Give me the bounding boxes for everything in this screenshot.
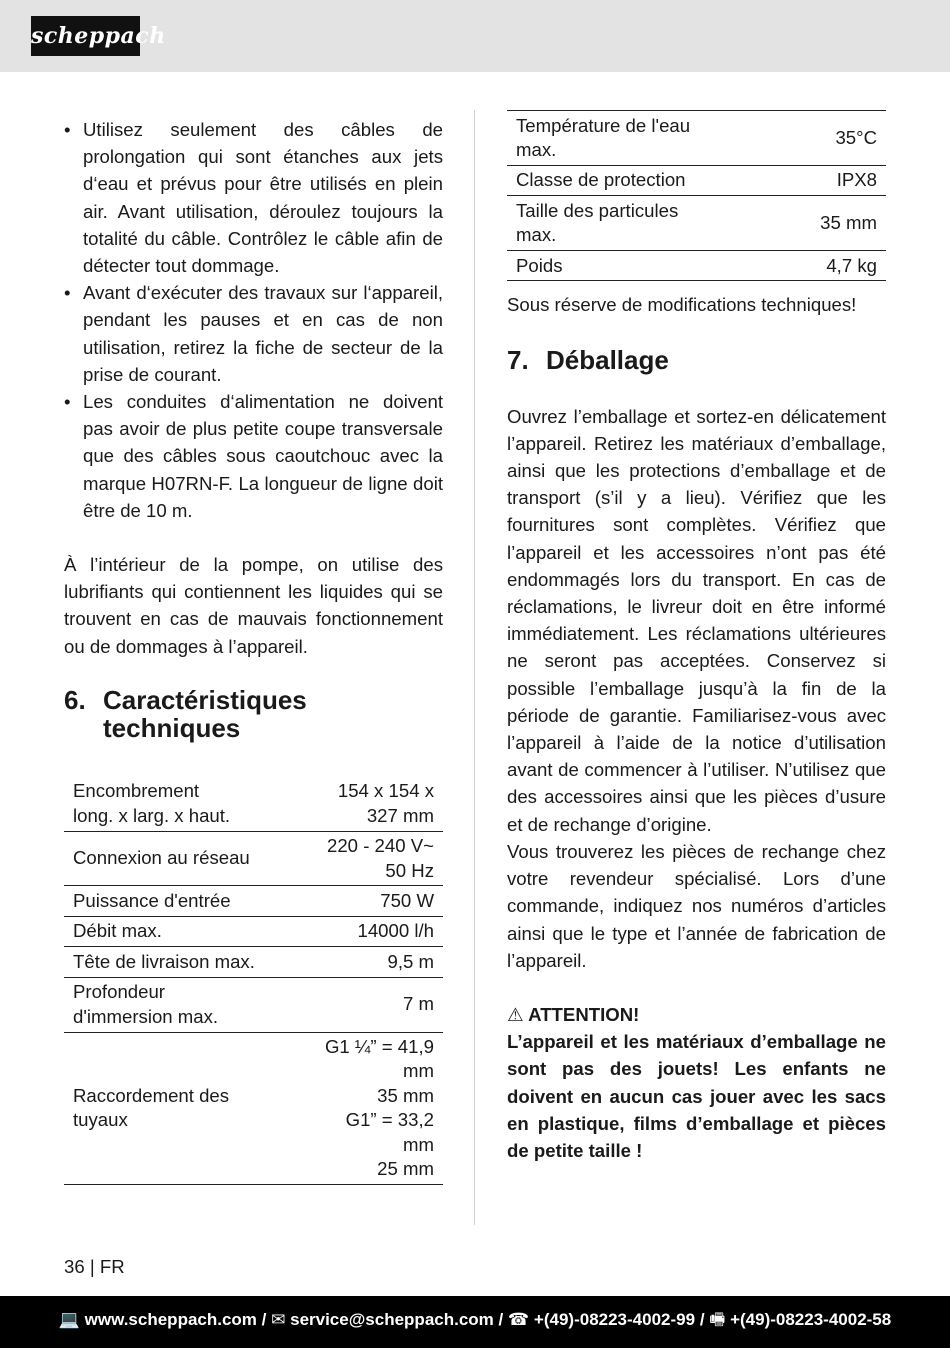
spec-value: 220 - 240 V~ 50 Hz xyxy=(296,831,443,886)
spec-label: Classe de protection xyxy=(507,165,780,195)
reserve-notice: Sous réserve de modifications techniques! xyxy=(507,294,857,316)
column-divider xyxy=(474,110,475,1225)
email-link[interactable]: service@scheppach.com xyxy=(290,1310,494,1329)
section-7-number: 7. xyxy=(507,344,529,375)
fax-icon: 🖷 xyxy=(709,1310,726,1329)
scheppach-logo: scheppach xyxy=(31,16,140,56)
website-link[interactable]: www.scheppach.com xyxy=(84,1310,257,1329)
phone-number: +(49)-08223-4002-99 xyxy=(533,1310,696,1329)
section-6-title-line1: Caractéristiques xyxy=(103,684,307,715)
warning-triangle-icon: ⚠ xyxy=(507,1003,524,1025)
section-6-heading xyxy=(64,686,443,742)
spec-label: Poids xyxy=(507,251,780,281)
section-6-number: 6. xyxy=(64,684,86,715)
spec-value: 154 x 154 x 327 mm xyxy=(296,777,443,831)
spec-value: 4,7 kg xyxy=(780,251,886,281)
spec-value: 14000 l/h xyxy=(296,916,443,946)
spec-value: 750 W xyxy=(296,886,443,916)
attention-box xyxy=(507,1001,886,1164)
table-row xyxy=(507,111,886,166)
right-column xyxy=(507,108,886,1164)
table-row xyxy=(507,165,886,195)
section-6-title-line2: techniques xyxy=(103,712,241,743)
table-row xyxy=(64,916,443,946)
table-row xyxy=(507,196,886,251)
spec-label: Taille des particules max. xyxy=(507,196,780,251)
spec-value: 7 m xyxy=(296,977,443,1032)
page-number: 36 | FR xyxy=(64,1256,125,1277)
page-header xyxy=(0,0,950,72)
table-row xyxy=(64,1032,443,1184)
spec-value: IPX8 xyxy=(780,165,886,195)
attention-title: ⚠ ATTENTION! xyxy=(507,1003,640,1025)
table-row xyxy=(64,977,443,1032)
spec-value: 35 mm xyxy=(780,196,886,251)
lubricant-paragraph: À l’intérieur de la pompe, on utilise des lubrifiants qui contiennent les liquides qui se trouvent en cas de mauvais fonctionnement ou de dommages à l’appareil. xyxy=(64,554,443,657)
fax-number: +(49)-08223-4002-58 xyxy=(730,1310,892,1329)
section-7-heading xyxy=(507,346,886,374)
bullet-supply-lines: • Les conduites d‘alimentation ne doivent pas avoir de plus petite coupe transversale que des câbles sous caoutchouc avec la marque H07RN-F. La longueur de ligne doit être de 10 m. xyxy=(64,388,443,524)
spec-label: Profondeur d'immersion max. xyxy=(64,977,296,1032)
spec-label: Raccordement des tuyaux xyxy=(64,1032,296,1184)
spec-table-right xyxy=(507,110,886,281)
spare-parts-paragraph: Vous trouverez les pièces de rechange chez votre revendeur spécialisé. Lors d’une commande, indiquez nos numéros d’articles ainsi que le type et l’année de fabrication de l’appareil. xyxy=(507,840,886,971)
phone-icon: ☎ xyxy=(508,1310,530,1329)
envelope-icon: ✉ xyxy=(271,1310,286,1329)
spec-value: G1 ¼” = 41,9 mm 35 mm G1” = 33,2 mm 25 mm xyxy=(296,1032,443,1184)
table-row xyxy=(64,831,443,886)
safety-bullet-list xyxy=(64,116,443,524)
spec-label: Débit max. xyxy=(64,916,296,946)
computer-icon: 💻 xyxy=(58,1310,80,1329)
spec-label: Température de l'eau max. xyxy=(507,111,780,166)
bullet-extension-cables: • Utilisez seulement des câbles de prolongation qui sont étanches aux jets d‘eau et prévus pour être utilisés en plein air. Avant utilisation, déroulez toujours la totalité du câble. Contrôlez le câble afin de détecter tout dommage. xyxy=(64,116,443,279)
spec-value: 9,5 m xyxy=(296,947,443,977)
bullet-unplug: • Avant d‘exécuter des travaux sur l‘appareil, pendant les pauses et en cas de non utilisation, retirez la fiche de secteur de la prise de courant. xyxy=(64,279,443,388)
table-row xyxy=(64,777,443,831)
unpacking-paragraph: Ouvrez l’emballage et sortez-en délicatement l’appareil. Retirez les matériaux d’emballage, ainsi que les protections d’emballage et de transport (s’il y a lieu). Vérifiez que les fournitures sont complètes. Vérifiez que l’appareil et les accessoires n’ont pas été endommagés lors du transport. En cas de réclamations, le livreur doit en être informé immédiatement. Les réclamations ultérieures ne seront pas acceptées. Conservez si possible l’emballage jusqu’à la fin de la période de garantie. Familiarisez-vous avec l’appareil à l’aide de la notice d’utilisation avant de commencer à l’utiliser. N’utilisez que des accessoires ainsi que les pièces d’usure et de rechange d’origine. xyxy=(507,405,886,835)
section-7-title: Déballage xyxy=(546,344,669,375)
spec-label: Connexion au réseau xyxy=(64,831,296,886)
table-row xyxy=(507,251,886,281)
attention-text: L’appareil et les matériaux d’emballage ne sont pas des jouets! Les enfants ne doivent en aucun cas jouer avec les sacs en plastique, films d’emballage et pièces de petite taille ! xyxy=(507,1031,886,1161)
spec-value: 35°C xyxy=(780,111,886,166)
spec-table-left xyxy=(64,777,443,1185)
table-row xyxy=(64,886,443,916)
spec-label: Encombrement long. x larg. x haut. xyxy=(64,777,296,831)
table-row xyxy=(64,947,443,977)
left-column xyxy=(64,108,443,1185)
spec-label: Puissance d'entrée xyxy=(64,886,296,916)
spec-label: Tête de livraison max. xyxy=(64,947,296,977)
page-footer: 💻 www.scheppach.com / ✉ service@scheppach.com / ☎ +(49)-08223-4002-99 / 🖷 +(49)-08223-4002-58 xyxy=(0,1296,950,1348)
